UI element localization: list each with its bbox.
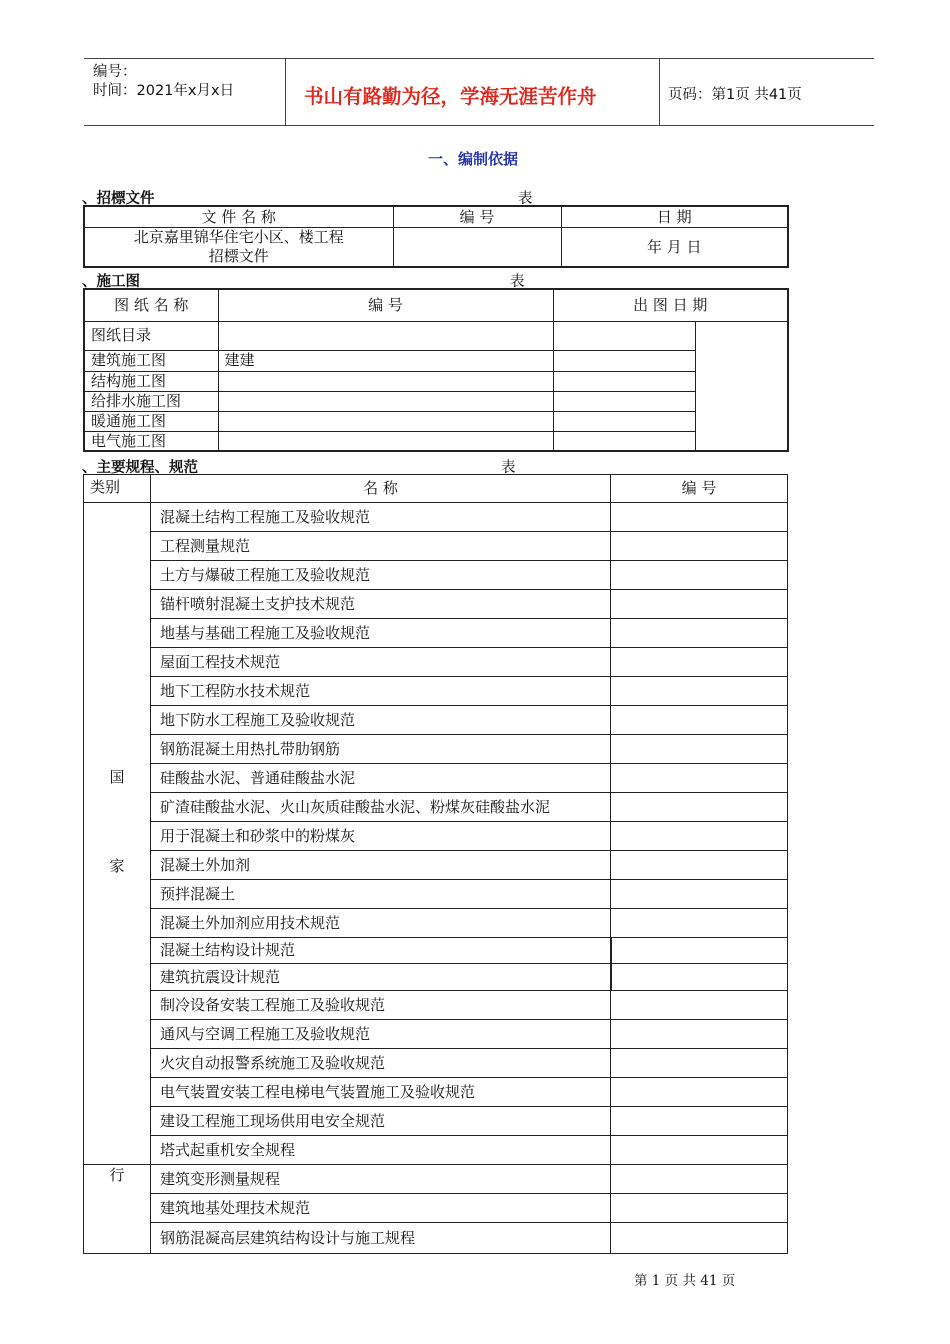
drawing-date [553, 391, 695, 411]
standard-name: 硅酸盐水泥、普通硅酸盐水泥 [151, 764, 611, 793]
standard-name: 混凝土外加剂 [151, 851, 611, 880]
bid-doc-date: 年 月 日 [561, 227, 788, 267]
table3-tag: 表 [501, 460, 516, 476]
standard-number [611, 735, 788, 764]
standard-number [611, 503, 788, 532]
standard-number [611, 561, 788, 590]
drawing-date [553, 350, 695, 371]
drawing-name: 暖通施工图 [84, 411, 218, 431]
bid-doc-name-line1: 北京嘉里锦华住宅小区、楼工程 [133, 227, 344, 246]
drawing-name: 电气施工图 [84, 431, 218, 451]
standard-name: 用于混凝土和砂浆中的粉煤灰 [151, 822, 611, 851]
drawing-date-merged [695, 321, 788, 451]
drawing-name: 图纸目录 [84, 321, 218, 350]
standard-number [611, 1194, 788, 1223]
col-header-standard-name: 名 称 [151, 475, 611, 503]
standard-name: 混凝土结构设计规范 [151, 938, 611, 964]
standard-number [611, 822, 788, 851]
standards-table [83, 474, 788, 1254]
standard-number [611, 1107, 788, 1136]
col-header-drawing-number: 编 号 [218, 289, 553, 321]
standard-name: 矿渣硅酸盐水泥、火山灰质硅酸盐水泥、粉煤灰硅酸盐水泥 [151, 793, 611, 822]
standard-number [611, 590, 788, 619]
standard-number [611, 1223, 788, 1254]
table1-title: 、招標文件 [82, 191, 155, 207]
bidding-docs-table [83, 205, 789, 268]
standard-number [611, 964, 788, 991]
col-header-number: 编 号 [393, 206, 561, 227]
standard-name: 混凝土结构工程施工及验收规范 [151, 503, 611, 532]
standard-number [611, 706, 788, 735]
drawing-date [553, 321, 695, 350]
standard-name: 锚杆喷射混凝土支护技术规范 [151, 590, 611, 619]
category-national-char: 国 [109, 768, 125, 786]
drawing-name: 给排水施工图 [84, 391, 218, 411]
standard-name: 混凝土外加剂应用技术规范 [151, 909, 611, 938]
doc-time-label: 时间：2021年x月x日 [93, 83, 235, 99]
doc-number-label: 编号： [93, 64, 137, 80]
table2-title: 、施工图 [82, 274, 140, 290]
standard-name: 地下防水工程施工及验收规范 [151, 706, 611, 735]
drawing-number: 建建 [218, 350, 553, 371]
drawing-number [218, 371, 553, 391]
standard-name: 地下工程防水技术规范 [151, 677, 611, 706]
standard-number [611, 991, 788, 1020]
table3-title: 、主要规程、规范 [82, 460, 198, 476]
standard-number [611, 909, 788, 938]
standard-name: 电气装置安装工程电梯电气装置施工及验收规范 [151, 1078, 611, 1107]
col-header-category: 类别 [84, 475, 151, 503]
table2-tag: 表 [510, 274, 525, 290]
col-header-drawing-name: 图 纸 名 称 [84, 289, 218, 321]
standard-number [611, 677, 788, 706]
standard-name: 土方与爆破工程施工及验收规范 [151, 561, 611, 590]
header-bottom-rule [84, 125, 874, 126]
drawing-date [553, 371, 695, 391]
standard-name: 工程测量规范 [151, 532, 611, 561]
drawing-name: 结构施工图 [84, 371, 218, 391]
standard-name: 建筑抗震设计规范 [151, 964, 611, 991]
drawing-number [218, 391, 553, 411]
page-footer: 第 1 页 共 41 页 [634, 1273, 736, 1289]
standard-name: 建设工程施工现场供用电安全规范 [151, 1107, 611, 1136]
standard-name: 火灾自动报警系统施工及验收规范 [151, 1049, 611, 1078]
standard-number [611, 648, 788, 677]
drawing-number [218, 321, 553, 350]
standard-number [611, 851, 788, 880]
drawing-date [553, 411, 695, 431]
header-top-rule [84, 58, 874, 59]
standard-number [611, 1165, 788, 1194]
drawing-name: 建筑施工图 [84, 350, 218, 371]
standard-name: 建筑地基处理技术规范 [151, 1194, 611, 1223]
standard-name: 屋面工程技术规范 [151, 648, 611, 677]
standard-number [611, 1136, 788, 1165]
standard-name: 塔式起重机安全规程 [151, 1136, 611, 1165]
col-header-date: 日 期 [561, 206, 788, 227]
drawing-number [218, 411, 553, 431]
section-title: 一、编制依据 [428, 150, 519, 168]
bid-doc-number [393, 227, 561, 267]
standard-name: 地基与基础工程施工及验收规范 [151, 619, 611, 648]
col-header-issue-date: 出 图 日 期 [553, 289, 788, 321]
bid-doc-name [84, 227, 393, 267]
standard-number [611, 1020, 788, 1049]
page-indicator: 页码：第1页 共41页 [668, 87, 802, 103]
standard-number [611, 532, 788, 561]
standard-name: 预拌混凝土 [151, 880, 611, 909]
table1-tag: 表 [518, 191, 533, 207]
category-national-char: 家 [109, 856, 125, 875]
drawings-table [83, 288, 789, 452]
standard-name: 建筑变形测量规程 [151, 1165, 611, 1194]
standard-number [611, 764, 788, 793]
standard-number [611, 938, 788, 964]
standard-name: 通风与空调工程施工及验收规范 [151, 1020, 611, 1049]
col-header-name: 文 件 名 称 [84, 206, 393, 227]
header-divider [659, 58, 660, 125]
bid-doc-name-line2: 招標文件 [208, 246, 269, 265]
standard-number [611, 793, 788, 822]
standard-name: 钢筋混凝土用热扎带肋钢筋 [151, 735, 611, 764]
header-motto: 书山有路勤为径，学海无涯苦作舟 [304, 85, 597, 108]
standard-number [611, 880, 788, 909]
standard-number [611, 619, 788, 648]
standard-name: 制冷设备安装工程施工及验收规范 [151, 991, 611, 1020]
category-industry: 行 [84, 1165, 151, 1254]
drawing-date [553, 431, 695, 451]
standard-number [611, 1078, 788, 1107]
standard-name: 钢筋混凝高层建筑结构设计与施工规程 [151, 1223, 611, 1254]
header-divider [285, 58, 286, 125]
standard-number [611, 1049, 788, 1078]
col-header-standard-number: 编 号 [611, 475, 788, 503]
drawing-number [218, 431, 553, 451]
category-national [84, 503, 151, 1165]
